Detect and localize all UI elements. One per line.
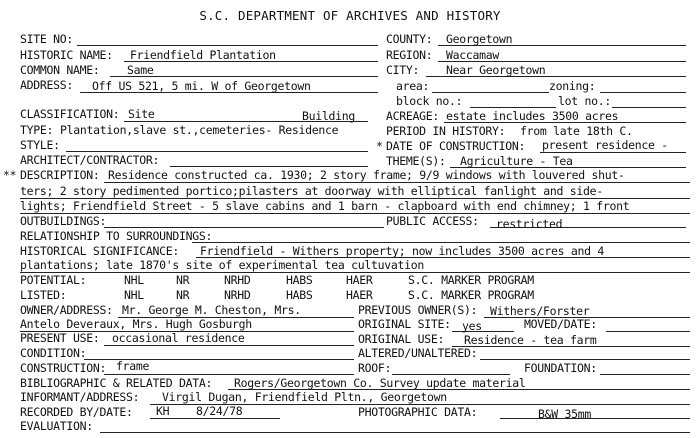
lot-label: lot no.: xyxy=(558,94,611,108)
acreage-value: estate includes 3500 acres xyxy=(446,109,619,123)
description-stars: ** xyxy=(3,168,17,182)
construction-line xyxy=(104,374,354,375)
moved-label: MOVED/DATE: xyxy=(524,317,597,331)
type-value: Plantation,slave st.,cemeteries- Residence xyxy=(60,123,339,137)
theme-value: Agriculture - Tea xyxy=(460,154,573,168)
listed-habs: HABS xyxy=(286,288,313,302)
owner-line-1: Mr. George M. Cheston, Mrs. xyxy=(122,303,301,317)
present-use-value: occasional residence xyxy=(112,331,245,345)
listed-haer: HAER xyxy=(346,288,373,302)
potential-nrhd: NRHD xyxy=(224,273,251,287)
potential-nr: NR xyxy=(176,273,190,287)
evaluation-line xyxy=(100,432,690,433)
outbuildings-label: OUTBUILDINGS: xyxy=(20,214,107,228)
period-label: PERIOD IN HISTORY: xyxy=(386,124,506,138)
photographic-line xyxy=(500,418,690,419)
region-label: REGION: xyxy=(386,48,433,62)
roof-line xyxy=(392,374,510,375)
foundation-line xyxy=(600,374,690,375)
construction-value: frame xyxy=(116,359,150,373)
recorded-date-value: 8/24/78 xyxy=(196,404,243,418)
outbuildings-line xyxy=(104,227,384,228)
card-title: S.C. DEPARTMENT OF ARCHIVES AND HISTORY xyxy=(199,8,501,23)
foundation-label: FOUNDATION: xyxy=(524,361,597,375)
city-value: Near Georgetown xyxy=(446,63,546,77)
potential-marker: S.C. MARKER PROGRAM xyxy=(408,273,534,287)
roof-label: ROOF: xyxy=(358,361,392,375)
common-name-value: Same xyxy=(127,63,154,77)
date-value: present residence - xyxy=(542,138,668,152)
moved-line xyxy=(606,331,690,332)
region-value: Waccamaw xyxy=(446,48,499,62)
area-label: area: xyxy=(396,79,430,93)
classification-label: CLASSIFICATION: xyxy=(20,107,120,121)
common-name-label: COMMON NAME: xyxy=(20,63,100,77)
listed-nr: NR xyxy=(176,288,190,302)
listed-label: LISTED: xyxy=(20,288,67,302)
owner-line-2: Antelo Deveraux, Mrs. Hugh Gosburgh xyxy=(20,317,252,331)
date-star: * xyxy=(376,139,383,153)
area-line xyxy=(432,92,549,93)
zoning-label: zoning: xyxy=(549,79,596,93)
significance-label: HISTORICAL SIGNIFICANCE: xyxy=(20,244,179,258)
description-label: DESCRIPTION: xyxy=(20,168,100,182)
block-line xyxy=(470,107,556,108)
photographic-label: PHOTOGRAPHIC DATA: xyxy=(358,405,478,419)
theme-label: THEME(S): xyxy=(386,154,446,168)
original-use-label: ORIGINAL USE: xyxy=(358,332,445,346)
listed-nrhd: NRHD xyxy=(224,288,251,302)
description-line-1: Residence constructed ca. 1930; 2 story frame; 9/9 windows with louvered shut- xyxy=(108,168,625,182)
construction-label: CONSTRUCTION: xyxy=(20,361,107,375)
listed-nhl: NHL xyxy=(124,288,144,302)
site-no-label: SITE NO: xyxy=(20,32,73,46)
original-use-value: Residence - tea farm xyxy=(464,333,597,347)
previous-owner-label: PREVIOUS OWNER(S): xyxy=(358,303,478,317)
style-label: STYLE: xyxy=(20,138,60,152)
description-rule-1 xyxy=(104,182,690,183)
architect-label: ARCHITECT/CONTRACTOR: xyxy=(20,153,160,167)
photographic-value: B&W 35mm xyxy=(538,407,591,421)
description-rule-3 xyxy=(20,213,690,214)
evaluation-label: EVALUATION: xyxy=(20,419,93,433)
condition-label: CONDITION: xyxy=(20,346,87,360)
county-label: COUNTY: xyxy=(386,32,433,46)
listed-marker: S.C. MARKER PROGRAM xyxy=(408,288,534,302)
block-label: block no.: xyxy=(396,94,463,108)
owner-label: OWNER/ADDRESS: xyxy=(20,303,113,317)
description-line-3: lights; Friendfield Street - 5 slave cabins and 1 barn - clapboard with end chimney; 1 front xyxy=(20,199,630,213)
present-use-label: PRESENT USE: xyxy=(20,331,100,345)
potential-haer: HAER xyxy=(346,273,373,287)
historic-name-value: Friendfield Plantation xyxy=(130,48,276,62)
potential-habs: HABS xyxy=(286,273,313,287)
acreage-label: ACREAGE: xyxy=(386,109,439,123)
historic-name-label: HISTORIC NAME: xyxy=(20,48,113,62)
lot-line xyxy=(612,107,686,108)
date-label: DATE OF CONSTRUCTION: xyxy=(386,139,526,153)
description-line-2: ters; 2 story pedimented portico;pilasters at doorway with elliptical fanlight and side- xyxy=(20,184,603,198)
potential-nhl: NHL xyxy=(124,273,144,287)
architect-line xyxy=(170,166,368,167)
site-no-line xyxy=(77,45,378,46)
present-use-line xyxy=(104,345,354,346)
style-line xyxy=(66,151,368,152)
original-site-value: yes xyxy=(462,319,482,333)
significance-line-1: Friendfield - Withers property; now includes 3500 acres and 4 xyxy=(200,244,605,258)
recorded-label: RECORDED BY/DATE: xyxy=(20,405,133,419)
altered-line xyxy=(480,359,690,360)
date-line xyxy=(540,152,686,153)
potential-label: POTENTIAL: xyxy=(20,273,87,287)
significance-line-2: plantations; late 1870's site of experimental tea cultuvation xyxy=(20,258,425,272)
classification-value: Site xyxy=(128,107,155,121)
bibliographic-value: Rogers/Georgetown Co. Survey update material xyxy=(234,376,526,390)
relationship-line xyxy=(192,242,690,243)
zoning-line xyxy=(600,92,686,93)
city-label: CITY: xyxy=(386,63,420,77)
type-label: TYPE: xyxy=(20,123,54,137)
recorded-by-value: KH xyxy=(156,404,170,418)
informant-value: Virgil Dugan, Friendfield Pltn., Georgetown xyxy=(162,390,447,404)
informant-label: INFORMANT/ADDRESS: xyxy=(20,390,140,404)
classification-extra: Building xyxy=(302,109,355,123)
public-access-value: restricted xyxy=(496,217,563,231)
relationship-label: RELATIONSHIP TO SURROUNDINGS: xyxy=(20,229,213,243)
address-label: ADDRESS: xyxy=(20,78,73,92)
county-value: Georgetown xyxy=(446,32,513,46)
previous-owner-value: Withers/Forster xyxy=(490,304,590,318)
original-site-label: ORIGINAL SITE: xyxy=(358,317,451,331)
period-value: from late 18th C. xyxy=(520,124,633,138)
bibliographic-label: BIBLIOGRAPHIC & RELATED DATA: xyxy=(20,376,213,390)
altered-label: ALTERED/UNALTERED: xyxy=(358,346,478,360)
address-value: Off US 521, 5 mi. W of Georgetown xyxy=(92,79,311,93)
public-access-label: PUBLIC ACCESS: xyxy=(386,214,479,228)
recorded-line xyxy=(150,418,280,419)
